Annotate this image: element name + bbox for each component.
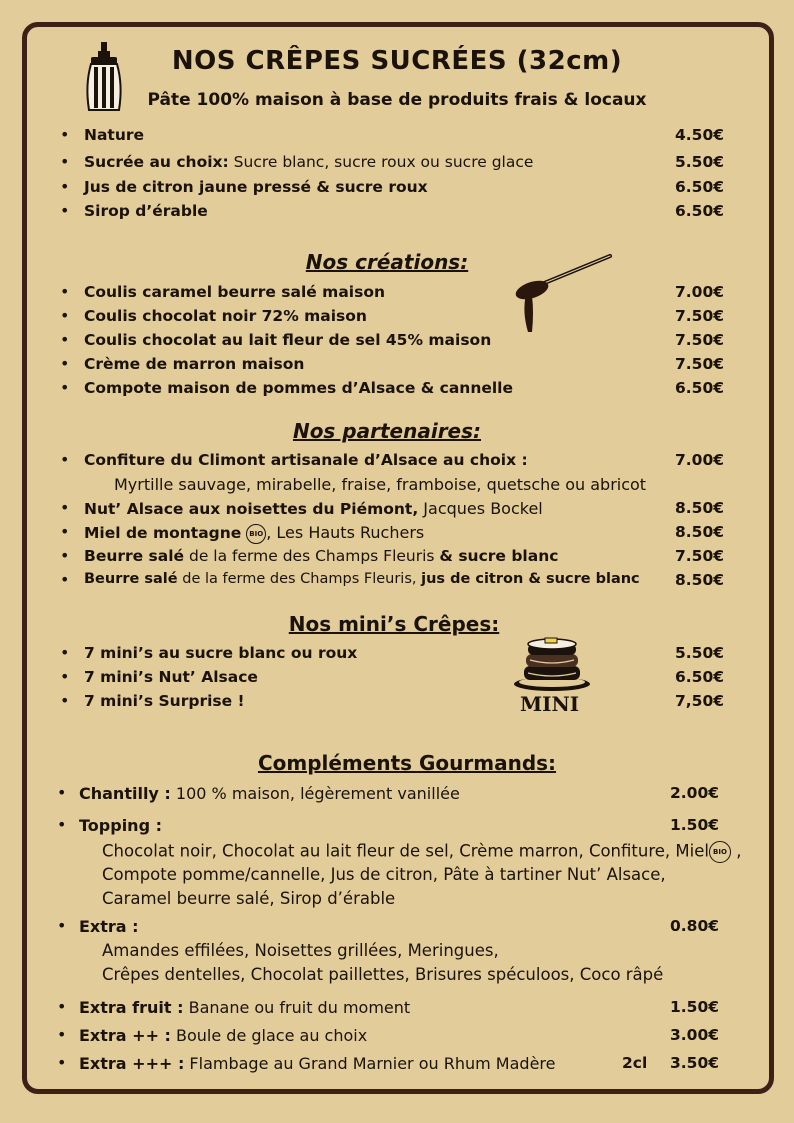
list-item: • Nature — [60, 125, 145, 144]
item-price: 7.50€ — [675, 307, 725, 325]
item-price: 5.50€ — [675, 644, 725, 662]
list-item: • Coulis caramel beurre salé maison — [60, 282, 386, 301]
bio-icon: BIO — [709, 841, 731, 863]
item-price: 8.50€ — [675, 499, 725, 517]
item-price: 7.00€ — [675, 451, 725, 469]
list-item: • Miel de montagne BIO , Les Hauts Ruchers — [60, 522, 425, 542]
list-item: • Crème de marron maison — [60, 354, 305, 373]
item-price: 7.00€ — [675, 283, 725, 301]
item-price: 6.50€ — [675, 178, 725, 196]
item-price: 8.50€ — [675, 523, 725, 541]
item-price: 7,50€ — [675, 692, 725, 710]
section-title-creations: Nos créations: — [305, 250, 469, 274]
item-price: 7.50€ — [675, 547, 725, 565]
list-item: • Extra ++ : Boule de glace au choix — [57, 1025, 368, 1045]
confiture-flavors: Myrtille sauvage, mirabelle, fraise, framboise, quetsche ou abricot — [114, 475, 647, 494]
section-title-minis: Nos mini’s Crêpes: — [288, 612, 500, 636]
item-price: 6.50€ — [675, 202, 725, 220]
list-item: • Extra +++ : Flambage au Grand Marnier ou Rhum Madère — [57, 1053, 556, 1073]
list-item: • Chantilly : 100 % maison, légèrement vanillée — [57, 783, 460, 803]
list-item: • Beurre salé de la ferme des Champs Fleuris & sucre blanc — [60, 546, 559, 565]
mini-badge: MINI — [520, 692, 580, 716]
spoon-icon — [512, 250, 616, 336]
list-item: • Confiture du Climont artisanale d’Alsace au choix : — [60, 450, 528, 469]
list-item: • 7 mini’s Nut’ Alsace — [60, 667, 258, 686]
page-subtitle: Pâte 100% maison à base de produits frais & locaux — [147, 90, 647, 110]
pancake-stack-icon — [512, 636, 592, 692]
list-item: • Sirop d’érable — [60, 201, 208, 220]
list-item: • Sucrée au choix: Sucre blanc, sucre roux ou sucre glace — [60, 152, 534, 171]
extra-line: Amandes effilées, Noisettes grillées, Meringues, — [102, 941, 499, 960]
section-title-partners: Nos partenaires: — [292, 419, 482, 443]
list-item: • Extra fruit : Banane ou fruit du moment — [57, 997, 411, 1017]
item-price: 1.50€ — [670, 816, 720, 834]
topping-line: Chocolat noir, Chocolat au lait fleur de sel, Crème marron, Confiture, Miel BIO , — [102, 841, 741, 863]
item-price: 6.50€ — [675, 379, 725, 397]
item-price: 0.80€ — [670, 917, 720, 935]
topping-line: Compote pomme/cannelle, Jus de citron, Pâte à tartiner Nut’ Alsace, — [102, 865, 666, 884]
list-item: • Topping : — [57, 815, 162, 835]
item-price: 1.50€ — [670, 998, 720, 1016]
item-price: 8.50€ — [675, 571, 725, 589]
item-price: 4.50€ — [675, 126, 725, 144]
item-price: 7.50€ — [675, 355, 725, 373]
item-price: 7.50€ — [675, 331, 725, 349]
list-item: • Nut’ Alsace aux noisettes du Piémont, Jacques Bockel — [60, 498, 543, 518]
extra-line: Crêpes dentelles, Chocolat paillettes, Brisures spéculoos, Coco râpé — [102, 965, 664, 984]
item-price: 6.50€ — [675, 668, 725, 686]
item-price: 3.50€ — [670, 1054, 720, 1072]
item-price: 5.50€ — [675, 153, 725, 171]
list-item: • 7 mini’s au sucre blanc ou roux — [60, 643, 358, 662]
page-title: NOS CRÊPES SUCRÉES (32cm) — [171, 46, 623, 76]
list-item: • Extra : — [57, 916, 139, 936]
topping-line: Caramel beurre salé, Sirop d’érable — [102, 889, 396, 908]
list-item: • Jus de citron jaune pressé & sucre roux — [60, 177, 428, 196]
list-item: • Compote maison de pommes d’Alsace & cannelle — [60, 378, 514, 397]
list-item: • Beurre salé de la ferme des Champs Fleuris, jus de citron & sucre blanc — [60, 570, 640, 589]
list-item: • Coulis chocolat au lait fleur de sel 45% maison — [60, 330, 492, 349]
section-title-complements: Compléments Gourmands: — [257, 751, 557, 775]
item-price: 3.00€ — [670, 1026, 720, 1044]
item-price: 2.00€ — [670, 784, 720, 802]
list-item: • Coulis chocolat noir 72% maison — [60, 306, 367, 325]
list-item: • 7 mini’s Surprise ! — [60, 691, 245, 710]
item-quantity: 2cl — [622, 1054, 648, 1072]
bio-icon: BIO — [246, 524, 266, 544]
